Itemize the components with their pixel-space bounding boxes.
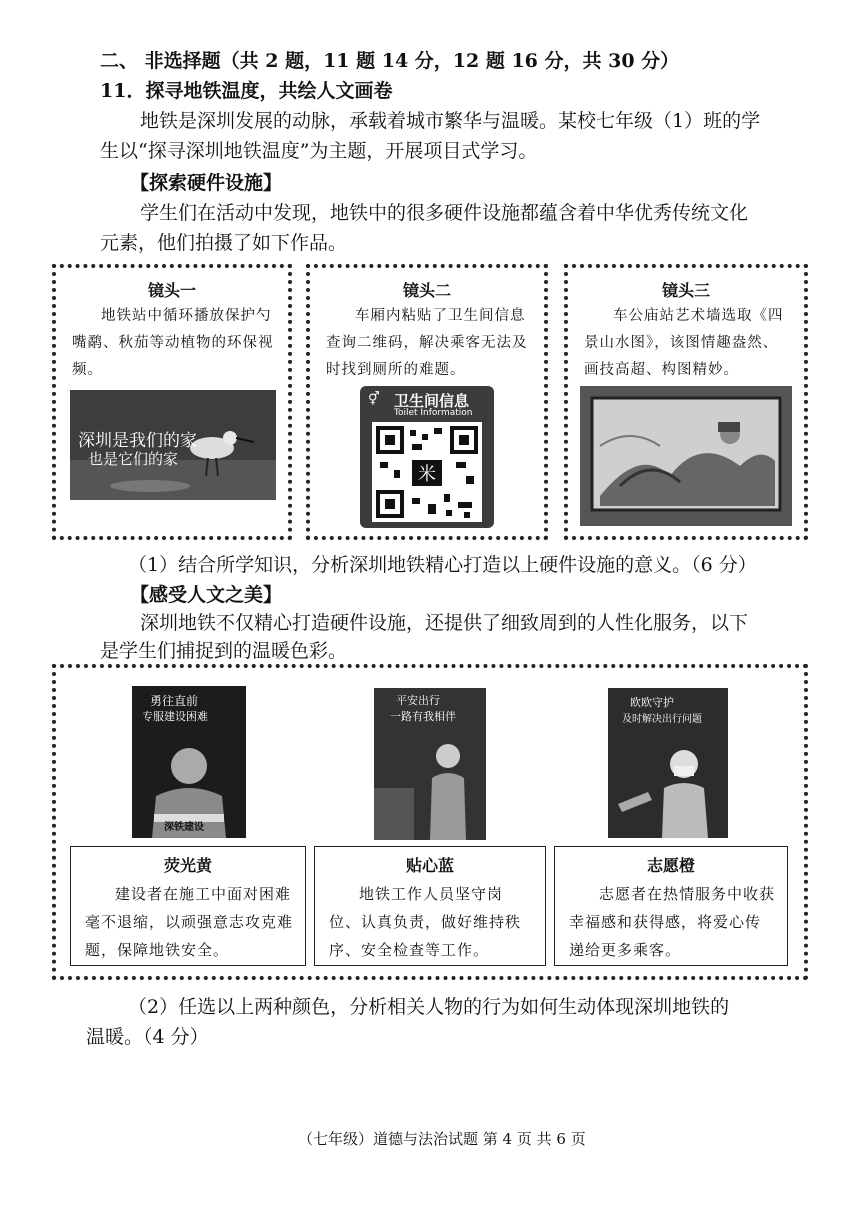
question-2-line-1: （2）任选以上两种颜色，分析相关人物的行为如何生动体现深圳地铁的 xyxy=(128,996,730,1018)
color-card-blue xyxy=(314,846,546,966)
toilet-icon: ⚥ xyxy=(368,392,380,407)
color-card-yellow xyxy=(70,846,306,966)
color-card-orange-title: 志愿橙 xyxy=(646,856,695,875)
intro-line-2: 生以“探寻深圳地铁温度”为主题，开展项目式学习。 xyxy=(100,140,538,162)
color-card-blue-title: 贴心蓝 xyxy=(405,856,454,875)
volunteer-photo xyxy=(608,688,728,838)
photo-caption-2: 也是它们的家 xyxy=(88,450,179,468)
volunteer-photo-text-1: 欧欧守护 xyxy=(630,696,674,709)
color-card-orange-text: 志愿者在热情服务中收获幸福感和获得感，将爱心传递给更多乘客。 xyxy=(569,885,776,959)
color-card-orange xyxy=(554,846,788,966)
vest-text: 深铁建设 xyxy=(164,822,204,833)
qr-subtitle: Toilet Information xyxy=(394,408,473,418)
color-card-yellow-title: 荧光黄 xyxy=(163,856,212,875)
shot-card-1 xyxy=(52,264,292,540)
staff-photo xyxy=(374,688,486,840)
qr-code-panel xyxy=(360,386,494,528)
shot-3-text: 车公庙站艺术墙选取《四景山水图》，该图情趣盎然、画技高超、构图精妙。 xyxy=(584,308,784,378)
builder-photo-text-1: 勇往直前 xyxy=(150,694,199,708)
shot-2-text: 车厢内粘贴了卫生间信息查询二维码，解决乘客无法及时找到厕所的难题。 xyxy=(326,308,528,378)
volunteer-photo-text-2: 及时解决出行问题 xyxy=(622,714,702,725)
shot-1-title: 镜头一 xyxy=(147,281,196,300)
question-1: （1）结合所学知识，分析深圳地铁精心打造以上硬件设施的意义。（6 分） xyxy=(128,554,757,576)
shot-3-title: 镜头三 xyxy=(661,281,710,300)
shot-2-title: 镜头二 xyxy=(402,281,451,300)
question-11-title: 11．探寻地铁温度，共绘人文画卷 xyxy=(100,80,393,102)
qr-title: 卫生间信息 xyxy=(394,392,470,410)
section-heading: 二、 非选择题（共 2 题，11 题 14 分，12 题 16 分，共 30 分） xyxy=(100,50,680,72)
shot-1-text: 地铁站中循环播放保护勺嘴鹬、秋茄等动植物的环保视频。 xyxy=(72,308,274,378)
part1-line-2: 元素，他们拍摄了如下作品。 xyxy=(100,232,348,254)
shot-card-3 xyxy=(564,264,808,540)
staff-photo-text-2: 一路有我相伴 xyxy=(390,710,456,723)
shot-card-2 xyxy=(306,264,548,540)
intro-line-1: 地铁是深圳发展的动脉，承载着城市繁华与温暖。某校七年级（1）班的学 xyxy=(140,110,761,132)
builder-photo xyxy=(132,686,246,838)
landscape-mural-photo xyxy=(580,386,792,526)
page-footer: （七年级）道德与法治试题 第 4 页 共 6 页 xyxy=(298,1130,586,1148)
part2-line-1: 深圳地铁不仅精心打造硬件设施，还提供了细致周到的人性化服务，以下 xyxy=(140,612,749,634)
builder-photo-text-2: 专服建设困难 xyxy=(142,710,208,723)
qr-code-icon[interactable] xyxy=(372,422,482,522)
photo-caption-1: 深圳是我们的家 xyxy=(78,431,197,451)
part2-line-2: 是学生们捕捉到的温暖色彩。 xyxy=(100,640,348,662)
color-card-yellow-text: 建设者在施工中面对困难毫不退缩，以顽强意志攻克难题，保障地铁安全。 xyxy=(85,885,294,959)
part2-heading: 【感受人文之美】 xyxy=(130,584,283,606)
part1-line-1: 学生们在活动中发现，地铁中的很多硬件设施都蕴含着中华优秀传统文化 xyxy=(140,202,749,224)
staff-photo-text-1: 平安出行 xyxy=(396,694,440,707)
color-card-blue-text: 地铁工作人员坚守岗位、认真负责，做好维持秩序、安全检查等工作。 xyxy=(329,885,522,959)
question-2-line-2: 温暖。（4 分） xyxy=(86,1026,209,1048)
shorebird-photo xyxy=(70,390,276,500)
svg-text:米: 米 xyxy=(418,464,436,485)
part1-heading: 【探索硬件设施】 xyxy=(130,172,283,194)
